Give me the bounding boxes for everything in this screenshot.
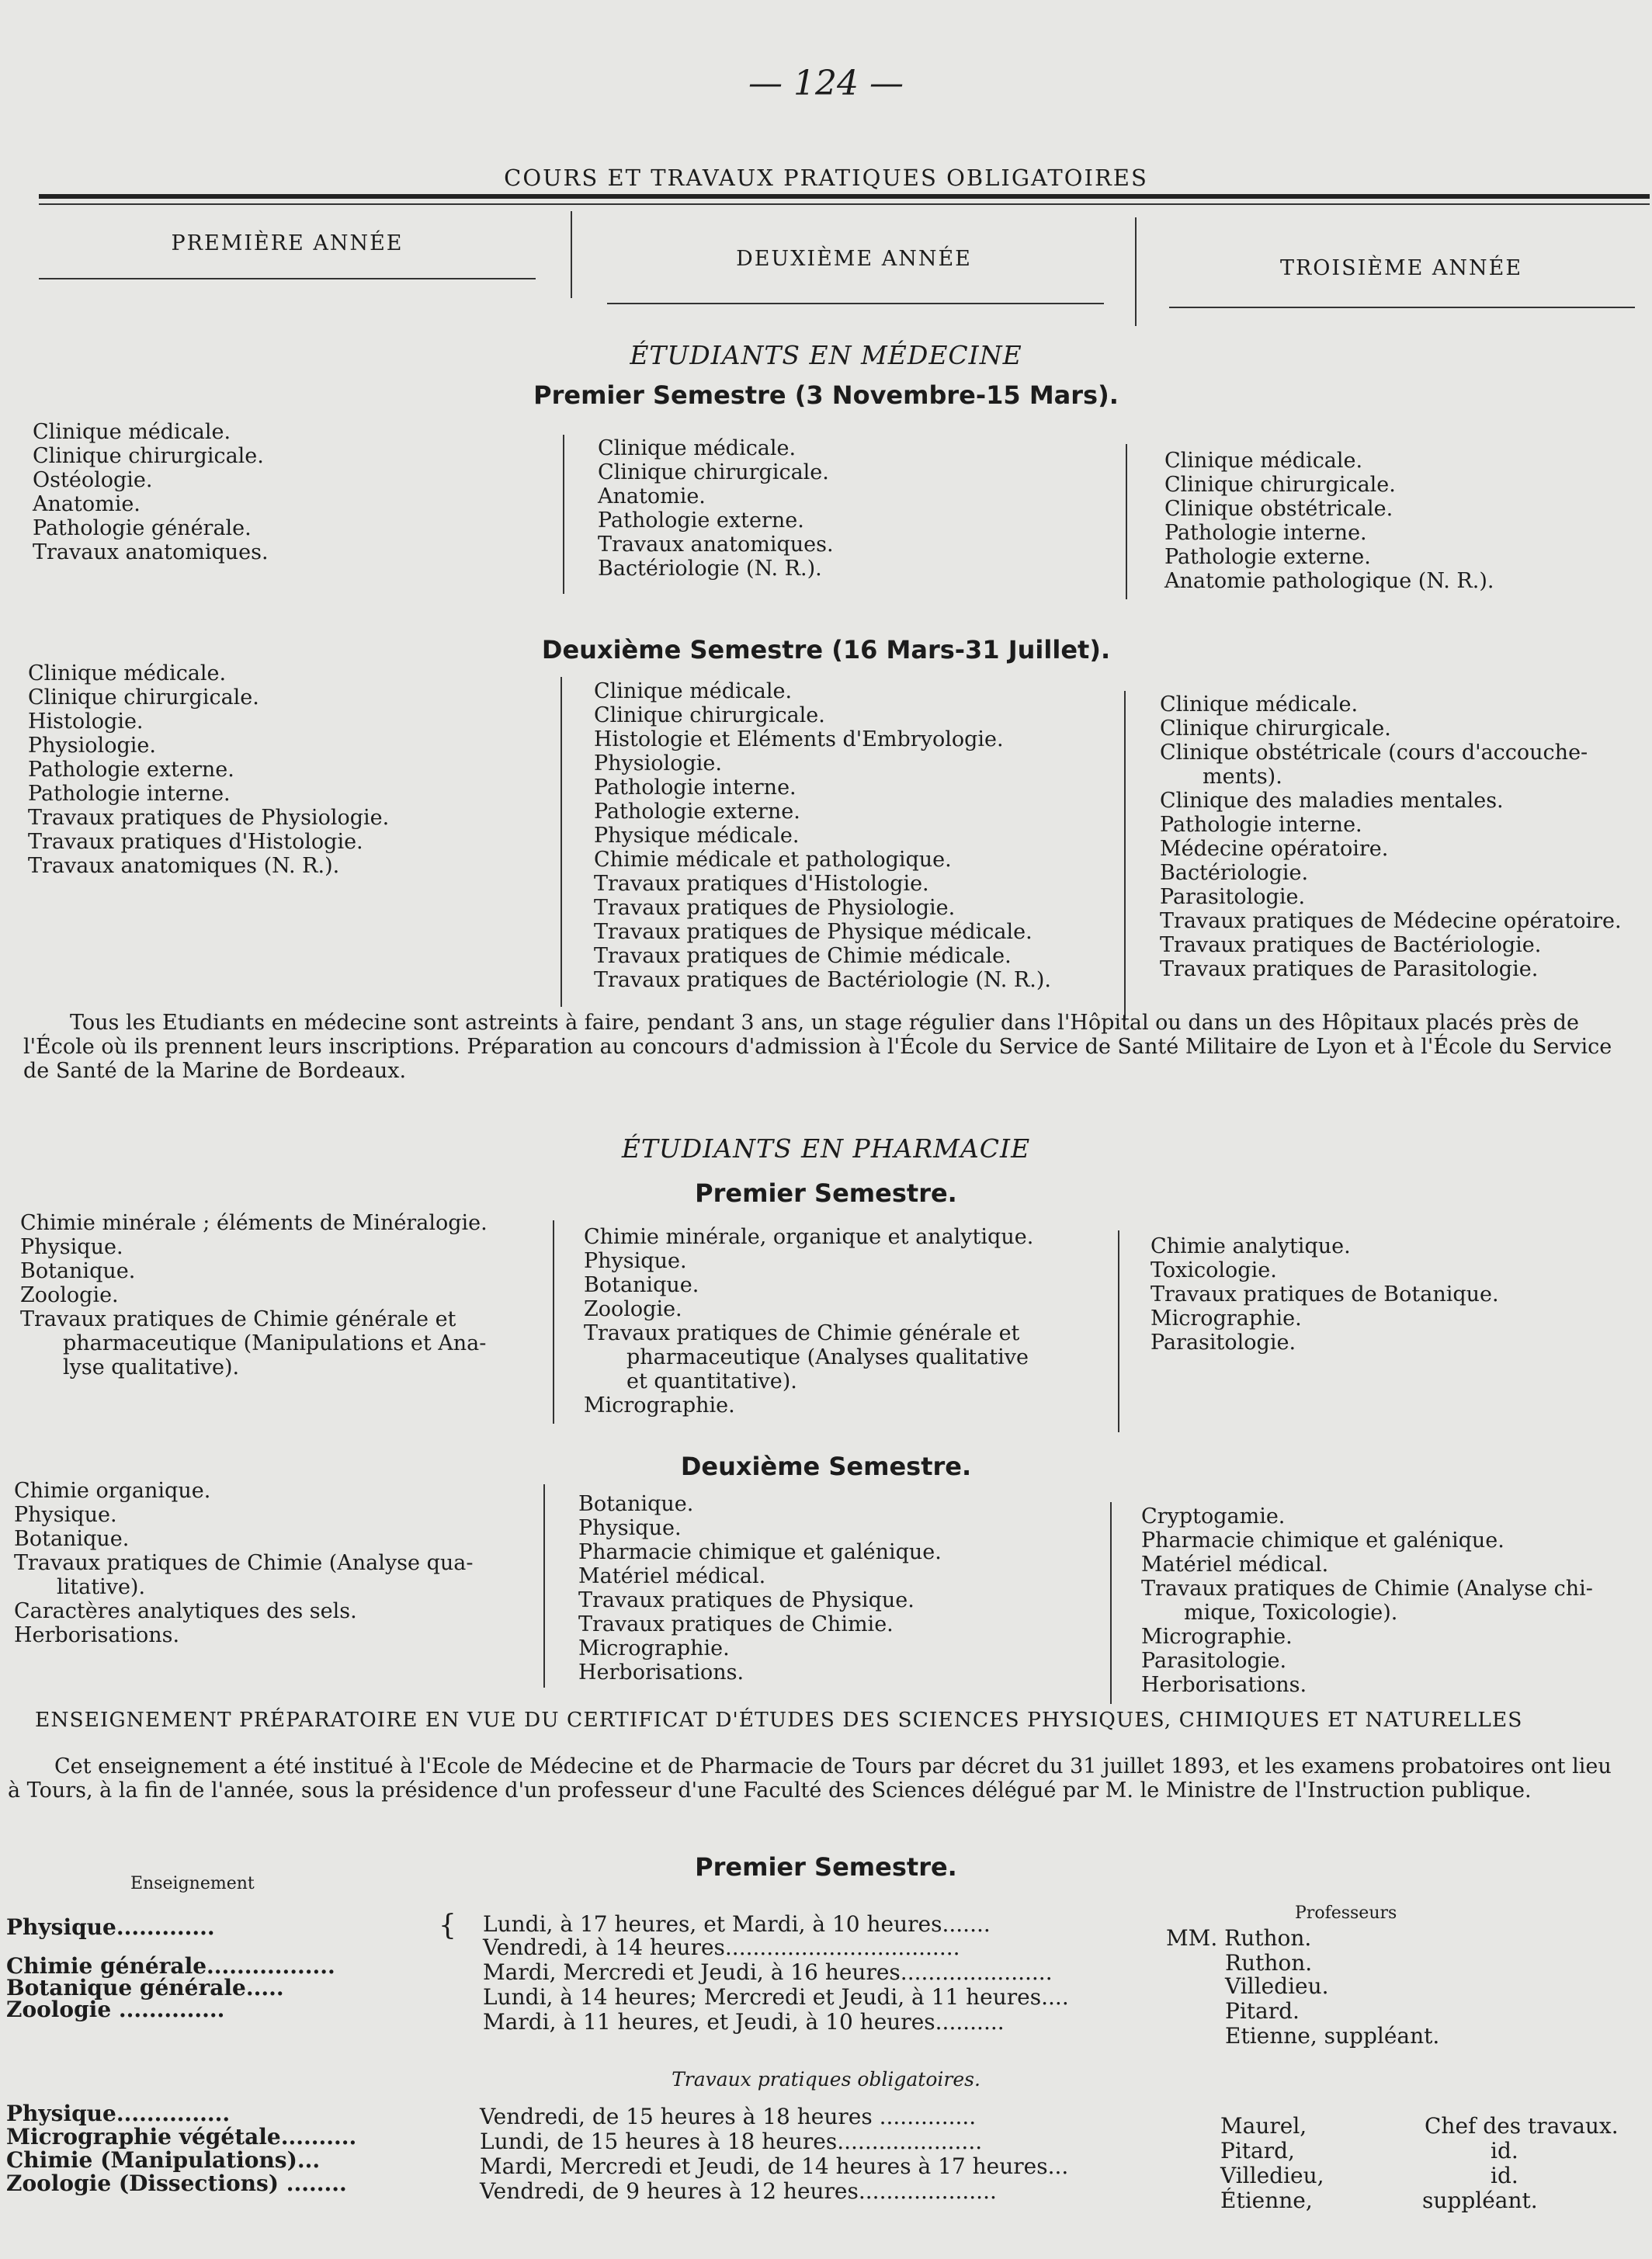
list-item: Chimie analytique. [1150, 1234, 1351, 1258]
list-item: Travaux anatomiques (N. R.). [28, 854, 340, 878]
list-item: Clinique obstétricale (cours d'accouche- [1160, 741, 1588, 765]
tp-prof: Étienne, [1220, 2188, 1313, 2213]
list-item: Physiologie. [594, 751, 722, 776]
column-divider [560, 677, 562, 1007]
medecine-sem1-year3-list [1164, 449, 1494, 593]
list-item: Pathologie générale. [33, 516, 252, 540]
list-item: Travaux pratiques de Physique. [578, 1588, 914, 1612]
tp-time: Mardi, Mercredi et Jeudi, de 14 heures à 17 heures... [480, 2153, 1069, 2179]
tp-name: Zoologie (Dissections) ........ [6, 2171, 347, 2196]
list-item: Cryptogamie. [1141, 1504, 1286, 1529]
list-item: Micrographie. [578, 1636, 730, 1660]
course-time: Vendredi, à 14 heures.................................. [483, 1935, 960, 1960]
list-item: Histologie et Eléments d'Embryologie. [594, 727, 1004, 751]
tp-prof: Villedieu, [1220, 2163, 1324, 2188]
list-item: Pathologie externe. [28, 758, 234, 782]
list-item: et quantitative). [626, 1369, 797, 1393]
semester-title: Deuxième Semestre. [680, 1452, 972, 1481]
column-divider [553, 1220, 554, 1424]
list-item: Pharmacie chimique et galénique. [1141, 1529, 1504, 1553]
list-item: Travaux pratiques de Bactériologie (N. R.). [594, 968, 1051, 992]
list-item: Chimie minérale ; éléments de Minéralogie. [20, 1211, 488, 1235]
list-item: ments). [1203, 765, 1282, 789]
list-item: Pathologie externe. [1164, 545, 1371, 569]
course-name: Chimie générale................. [6, 1953, 335, 1979]
title-rule [39, 194, 1650, 199]
list-item: Herborisations. [1141, 1673, 1307, 1697]
list-item: Physique. [578, 1516, 682, 1540]
list-item: Botanique. [20, 1259, 136, 1283]
list-item: Physiologie. [28, 734, 156, 758]
list-item: Travaux pratiques de Physique médicale. [594, 920, 1032, 944]
list-item: Matériel médical. [1141, 1553, 1329, 1577]
column-header-year3: TROISIÈME ANNÉE [1279, 256, 1523, 280]
list-item: Chimie médicale et pathologique. [594, 848, 952, 872]
list-item: Toxicologie. [1150, 1258, 1277, 1282]
course-time: Lundi, à 14 heures; Mercredi et Jeudi, à 11 heures.... [483, 1984, 1069, 2010]
course-suppleant: Etienne, suppléant. [1225, 2023, 1440, 2049]
list-item: Caractères analytiques des sels. [14, 1599, 357, 1623]
list-item: Parasitologie. [1150, 1331, 1296, 1355]
tp-time: Vendredi, de 15 heures à 18 heures .............. [480, 2104, 977, 2129]
column-divider [1124, 691, 1126, 1021]
list-item: Chimie minérale, organique et analytique. [584, 1225, 1034, 1249]
title-rule-thin [39, 203, 1650, 205]
page-number: — 124 — [748, 64, 904, 103]
list-item: Clinique médicale. [28, 661, 227, 685]
list-item: Travaux pratiques de Physiologie. [28, 806, 390, 830]
list-item: Bactériologie (N. R.). [598, 557, 822, 581]
list-item: Clinique chirurgicale. [28, 685, 259, 710]
list-item: Travaux pratiques de Chimie (Analyse qua- [14, 1551, 474, 1575]
semester-title: Premier Semestre. [695, 1852, 957, 1882]
list-item: Anatomie. [598, 484, 706, 508]
list-item: Travaux pratiques de Bactériologie. [1160, 933, 1542, 957]
section-heading-medecine: ÉTUDIANTS EN MÉDECINE [630, 340, 1022, 370]
list-item: Travaux pratiques de Chimie générale et [20, 1307, 456, 1331]
list-item: Anatomie pathologique (N. R.). [1164, 569, 1494, 593]
list-item: Chimie organique. [14, 1479, 211, 1503]
list-item: Herborisations. [578, 1660, 744, 1685]
tp-prof: Pitard, [1220, 2138, 1295, 2164]
medecine-sem2-year2-list [594, 679, 1051, 992]
list-item: lyse qualitative). [63, 1355, 240, 1379]
list-item: Ostéologie. [33, 468, 153, 492]
list-item: Travaux pratiques de Parasitologie. [1160, 957, 1539, 981]
list-item: Botanique. [578, 1492, 694, 1516]
list-item: Zoologie. [20, 1283, 119, 1307]
medecine-sem2-year1-list [28, 661, 389, 878]
list-item: Pharmacie chimique et galénique. [578, 1540, 942, 1564]
list-item: Micrographie. [1150, 1306, 1302, 1331]
list-item: Clinique médicale. [1160, 692, 1359, 717]
list-item: Travaux pratiques de Chimie médicale. [594, 944, 1012, 968]
tp-name: Chimie (Manipulations)... [6, 2147, 321, 2173]
list-item: Pathologie interne. [594, 776, 796, 800]
col-label-enseignement: Enseignement [130, 1874, 255, 1893]
column-divider [1126, 444, 1127, 599]
medecine-sem1-year2-list [598, 436, 834, 581]
list-item: Physique médicale. [594, 824, 800, 848]
list-item: Micrographie. [1141, 1625, 1293, 1649]
list-item: Physique. [584, 1249, 687, 1273]
list-item: Clinique obstétricale. [1164, 497, 1393, 521]
list-item: Bactériologie. [1160, 861, 1309, 885]
list-item: Travaux pratiques d'Histologie. [594, 872, 929, 896]
course-name: Zoologie .............. [6, 1997, 225, 2022]
column-divider [1135, 217, 1137, 326]
list-item: Pathologie interne. [28, 782, 231, 806]
course-prof: Ruthon. [1225, 1950, 1313, 1976]
tp-role: id. [1491, 2163, 1518, 2188]
section-heading-preparatoire: ENSEIGNEMENT PRÉPARATOIRE EN VUE DU CERTIFICAT D'ÉTUDES DES SCIENCES PHYSIQUES, CHIMIQUES ET NATURELLES [35, 1708, 1523, 1732]
list-item: Pathologie externe. [594, 800, 800, 824]
column-header-year2: DEUXIÈME ANNÉE [736, 247, 972, 271]
list-item: Clinique médicale. [594, 679, 793, 703]
medecine-sem2-year3-list [1160, 692, 1622, 981]
list-item: Physique. [14, 1503, 117, 1527]
list-item: Travaux pratiques de Physiologie. [594, 896, 956, 920]
list-item: Parasitologie. [1141, 1649, 1287, 1673]
list-item: Pathologie externe. [598, 508, 804, 533]
list-item: Clinique chirurgicale. [1160, 717, 1391, 741]
section-heading-pharmacie: ÉTUDIANTS EN PHARMACIE [621, 1133, 1031, 1164]
col-label-professeurs: Professeurs [1295, 1903, 1397, 1923]
course-time: Mardi, à 11 heures, et Jeudi, à 10 heures.......... [483, 2009, 1005, 2035]
list-item: Travaux anatomiques. [33, 540, 269, 564]
medecine-note: Tous les Etudiants en médecine sont astreints à faire, pendant 3 ans, un stage régulier dans l'Hôpital ou dans un des Hôpitaux placés près de l'École où ils prennent leurs inscriptions. Préparation au concours d'admission à l'École du Service de Santé Militaire de Lyon et à l'École du Service de Santé de la Marine de Bordeaux. [23, 1011, 1612, 1083]
pharmacie-sem2-year1-list [14, 1479, 473, 1647]
list-item: pharmaceutique (Analyses qualitative [626, 1345, 1029, 1369]
column-divider [563, 435, 564, 594]
column-header-rule [1169, 307, 1635, 308]
list-item: Physique. [20, 1235, 123, 1259]
page-title: COURS ET TRAVAUX PRATIQUES OBLIGATOIRES [504, 165, 1148, 191]
tp-prof: Maurel, [1220, 2113, 1307, 2139]
tp-title: Travaux pratiques obligatoires. [672, 2068, 980, 2091]
course-prof: MM. Ruthon. [1166, 1925, 1312, 1951]
list-item: Parasitologie. [1160, 885, 1306, 909]
list-item: pharmaceutique (Manipulations et Ana- [63, 1331, 487, 1355]
list-item: Anatomie. [33, 492, 141, 516]
list-item: Pathologie interne. [1164, 521, 1367, 545]
preparatoire-intro: Cet enseignement a été institué à l'Ecole de Médecine et de Pharmacie de Tours par décret du 31 juillet 1893, et les examens probatoires ont lieu à Tours, à la fin de l'année, sous la présidence d'un professeur d'une Faculté des Sciences délégué par M. le Ministre de l'Instruction publique. [8, 1754, 1612, 1803]
tp-role: id. [1491, 2138, 1518, 2164]
list-item: Travaux pratiques de Chimie générale et [584, 1321, 1020, 1345]
column-divider [571, 211, 572, 298]
course-prof: Villedieu. [1225, 1973, 1329, 1999]
list-item: litative). [57, 1575, 146, 1599]
list-item: Travaux pratiques de Botanique. [1150, 1282, 1499, 1306]
list-item: Clinique chirurgicale. [594, 703, 825, 727]
medecine-sem1-year1-list [33, 420, 269, 564]
column-divider [1118, 1230, 1119, 1432]
course-time: Lundi, à 17 heures, et Mardi, à 10 heures....... [483, 1911, 991, 1937]
list-item: Botanique. [14, 1527, 130, 1551]
pharmacie-sem1-year2-list [584, 1225, 1033, 1418]
list-item: Clinique médicale. [33, 420, 231, 444]
brace: { [439, 1910, 456, 1941]
pharmacie-sem1-year1-list [20, 1211, 488, 1379]
list-item: Botanique. [584, 1273, 699, 1297]
semester-title: Deuxième Semestre (16 Mars-31 Juillet). [541, 635, 1111, 665]
list-item: Clinique des maladies mentales. [1160, 789, 1504, 813]
list-item: Travaux pratiques de Médecine opératoire. [1160, 909, 1622, 933]
list-item: Clinique chirurgicale. [1164, 473, 1396, 497]
list-item: Herborisations. [14, 1623, 180, 1647]
list-item: Médecine opératoire. [1160, 837, 1389, 861]
list-item: Micrographie. [584, 1393, 735, 1418]
column-header-year1: PREMIÈRE ANNÉE [171, 231, 404, 255]
list-item: Clinique chirurgicale. [598, 460, 829, 484]
column-header-rule [39, 278, 536, 279]
semester-title: Premier Semestre. [695, 1178, 957, 1208]
tp-name: Physique............... [6, 2101, 231, 2126]
semester-title: Premier Semestre (3 Novembre-15 Mars). [533, 380, 1119, 410]
course-time: Mardi, Mercredi et Jeudi, à 16 heures...................... [483, 1959, 1053, 1985]
course-name: Botanique générale..... [6, 1975, 284, 2000]
list-item: Clinique chirurgicale. [33, 444, 264, 468]
pharmacie-sem2-year3-list [1141, 1504, 1593, 1697]
list-item: mique, Toxicologie). [1184, 1601, 1398, 1625]
list-item: Travaux anatomiques. [598, 533, 834, 557]
list-item: Travaux pratiques d'Histologie. [28, 830, 363, 854]
list-item: Clinique médicale. [1164, 449, 1363, 473]
pharmacie-sem1-year3-list [1150, 1234, 1499, 1355]
column-divider [1110, 1502, 1112, 1704]
list-item: Matériel médical. [578, 1564, 766, 1588]
list-item: Histologie. [28, 710, 144, 734]
list-item: Zoologie. [584, 1297, 682, 1321]
column-header-rule [607, 303, 1104, 304]
pharmacie-sem2-year2-list [578, 1492, 942, 1685]
list-item: Travaux pratiques de Chimie. [578, 1612, 894, 1636]
tp-role: Chef des travaux. [1425, 2113, 1619, 2139]
list-item: Clinique médicale. [598, 436, 796, 460]
list-item: Pathologie interne. [1160, 813, 1362, 837]
course-prof: Pitard. [1225, 1998, 1300, 2024]
course-name: Physique............. [6, 1914, 215, 1940]
list-item: Travaux pratiques de Chimie (Analyse chi- [1141, 1577, 1593, 1601]
tp-name: Micrographie végétale.......... [6, 2124, 357, 2150]
tp-role: suppléant. [1422, 2188, 1538, 2213]
tp-time: Vendredi, de 9 heures à 12 heures.................... [480, 2178, 997, 2204]
column-divider [543, 1484, 545, 1688]
tp-time: Lundi, de 15 heures à 18 heures..................... [480, 2129, 983, 2154]
